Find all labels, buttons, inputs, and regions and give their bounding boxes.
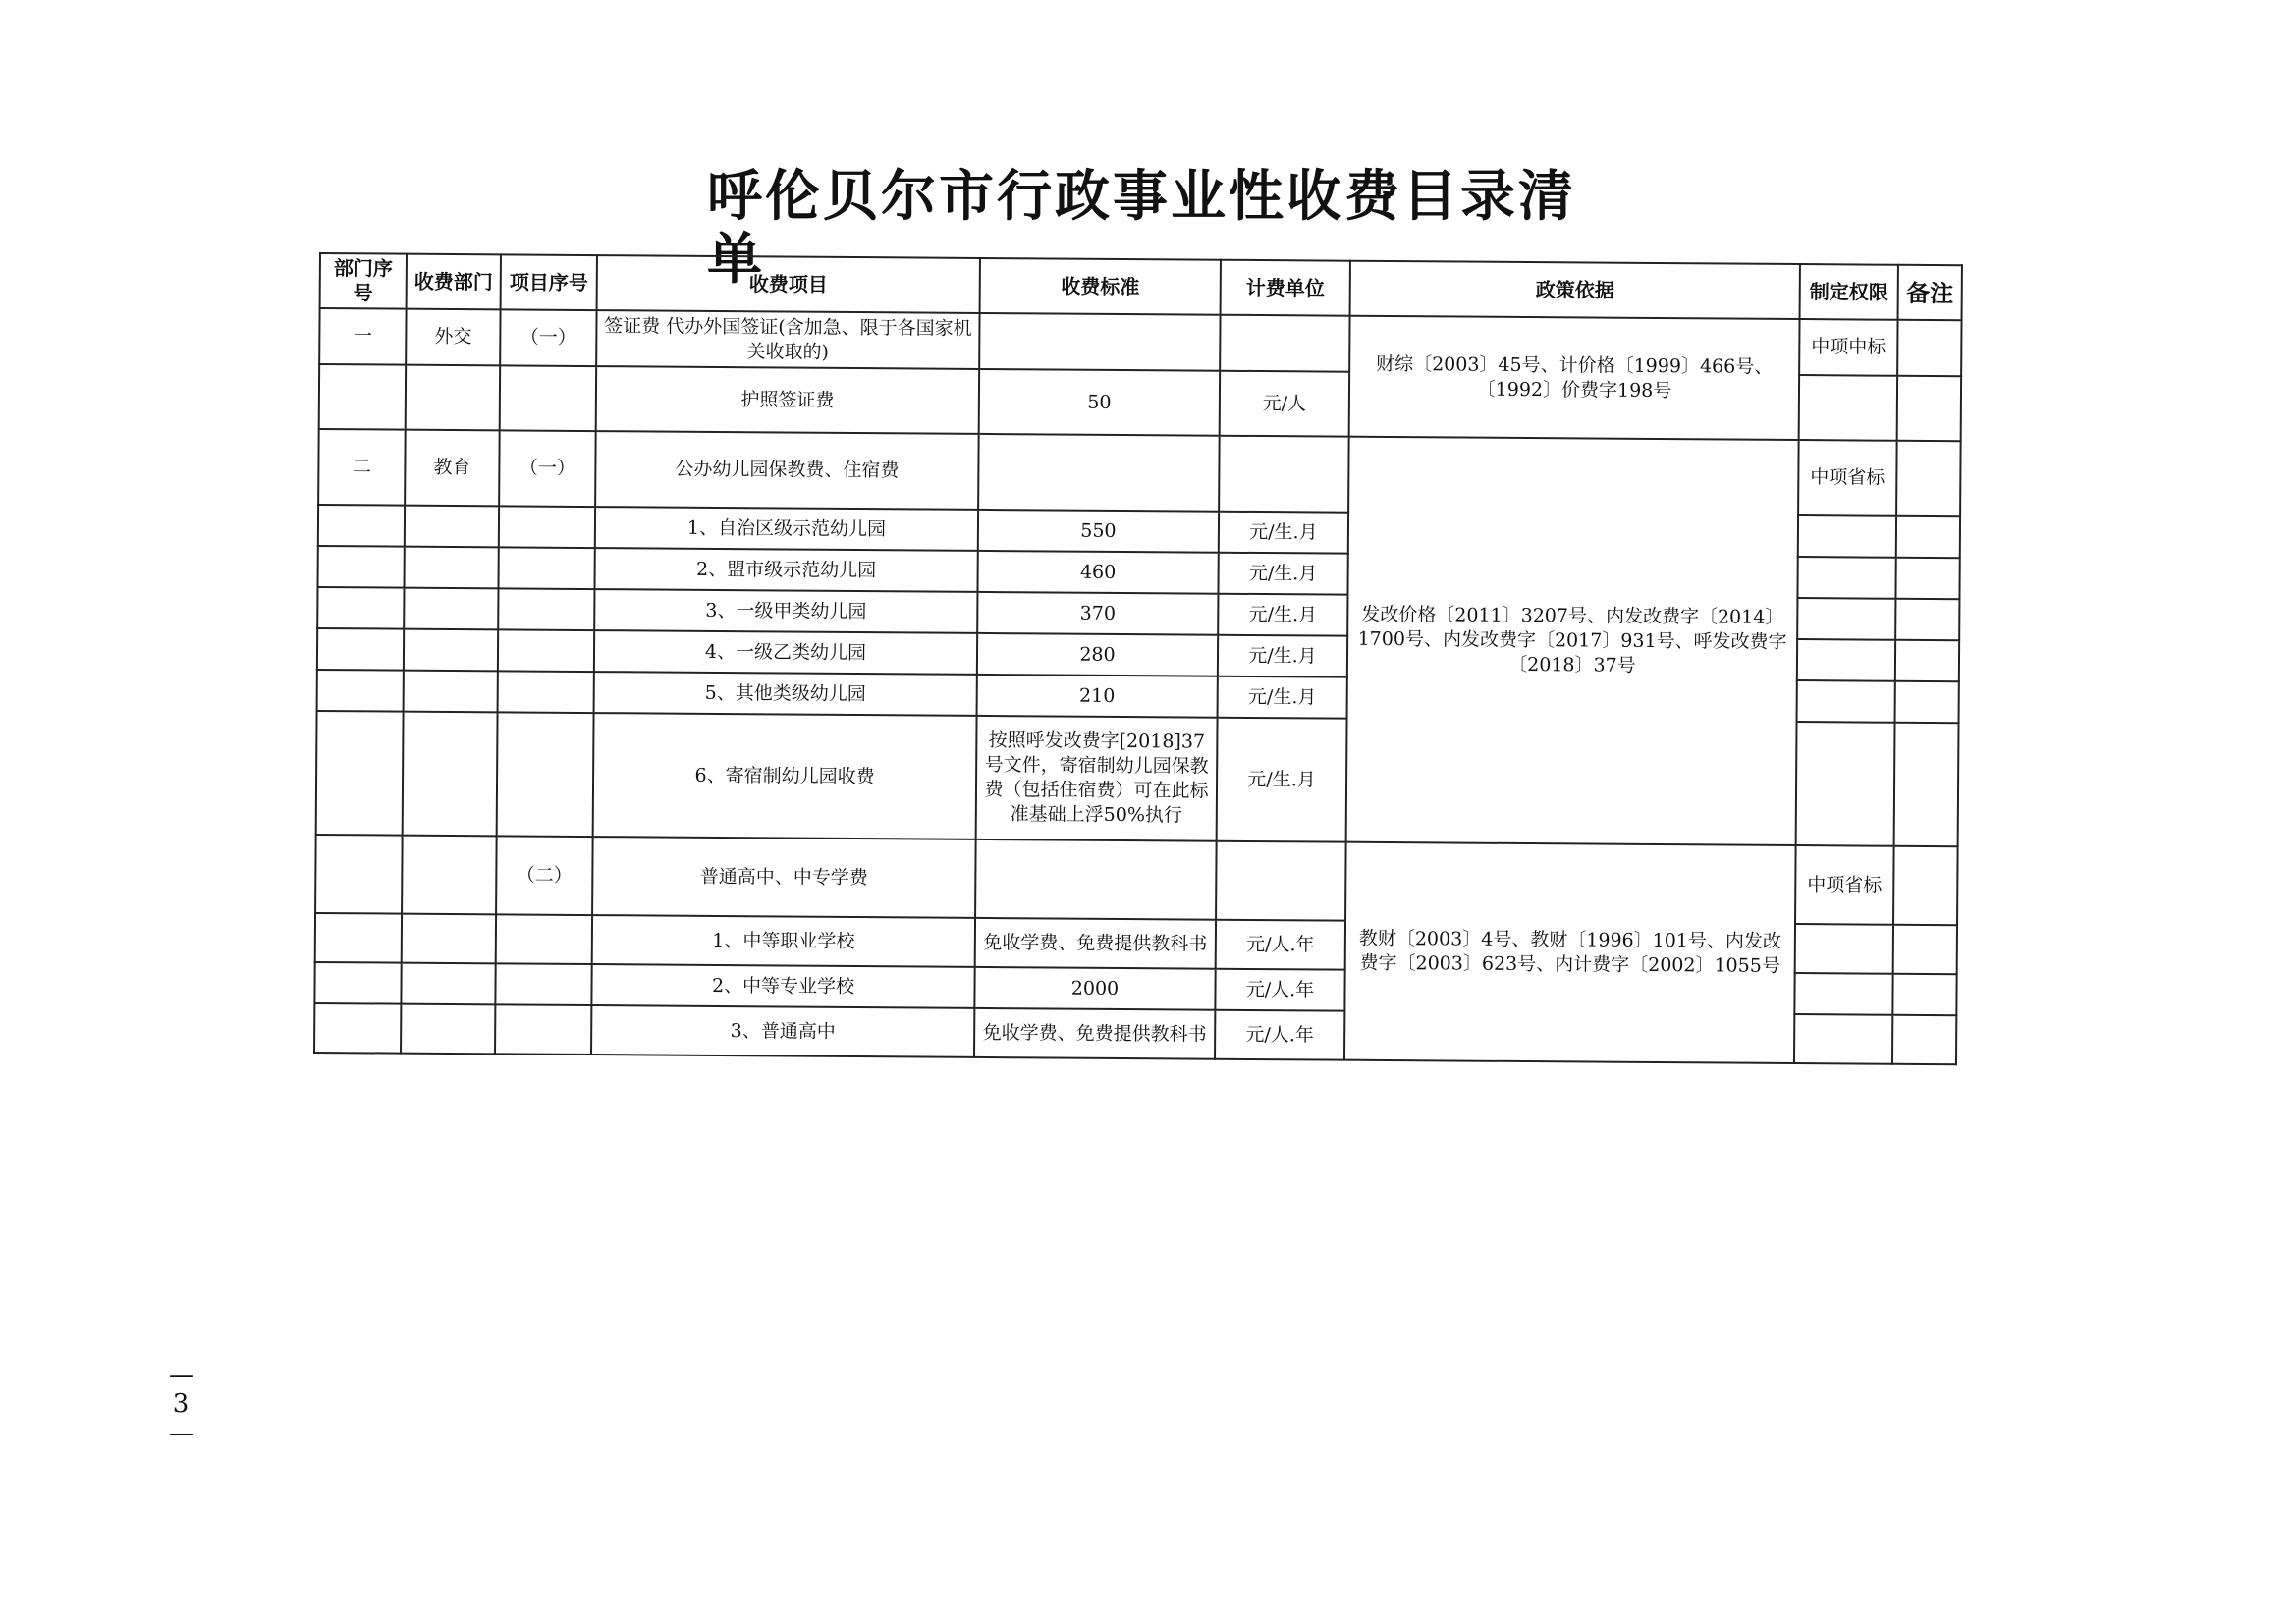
item-no-cell [498,629,594,672]
remark-cell [1897,376,1961,441]
unit-cell: 元/生.月 [1218,594,1347,636]
table-row [315,835,1958,925]
authority-cell [1798,515,1896,558]
unit-cell: 元/生.月 [1218,635,1347,677]
item-cell: 2、盟市级示范幼儿园 [594,548,977,592]
unit-cell: 元/人.年 [1215,1010,1344,1060]
remark-cell [1893,925,1957,974]
standard-cell: 210 [977,675,1218,718]
standard-cell: 280 [977,633,1218,676]
unit-cell: 元/生.月 [1219,512,1348,554]
header-item: 收费项目 [597,255,980,313]
remark-cell [1894,723,1959,846]
dept-no-cell [318,505,405,547]
dept-cell [405,506,499,548]
item-cell: 3、一级甲类幼儿园 [594,589,977,633]
standard-cell: 2000 [974,967,1215,1010]
item-no-cell [498,588,594,630]
remark-cell [1895,599,1959,640]
remark-cell [1897,320,1961,376]
authority-cell: 中项省标 [1795,845,1894,925]
dept-cell [404,547,498,589]
item-no-cell: （一） [500,309,596,366]
item-cell: 5、其他类级幼儿园 [594,672,977,716]
header-remark: 备注 [1898,265,1962,320]
dept-no-cell [317,628,404,671]
standard-cell [975,839,1217,920]
item-no-cell: （一） [499,430,596,507]
remark-cell [1892,1015,1956,1064]
table-row [318,429,1961,516]
remark-cell [1895,681,1959,723]
dept-cell [404,588,498,630]
item-cell: 4、一级乙类幼儿园 [594,630,977,675]
remark-cell [1895,640,1959,681]
remark-cell [1896,516,1960,558]
header-item-no: 项目序号 [501,254,597,310]
dept-no-cell [315,835,403,914]
item-no-cell [498,547,594,589]
authority-cell [1797,557,1895,599]
remark-cell [1892,974,1956,1015]
standard-cell [978,434,1220,512]
authority-cell [1797,639,1895,681]
dept-cell [406,365,500,431]
item-no-cell [495,1004,591,1055]
item-cell: 6、寄宿制幼儿园收费 [593,713,977,839]
dept-no-cell [314,962,401,1004]
dept-cell [401,963,495,1005]
item-cell: 1、自治区级示范幼儿园 [595,507,978,551]
policy-basis-cell: 发改价格〔2011〕3207号、内发改费字〔2014〕1700号、内发改费字〔2017〕931号、呼发改费字〔2018〕37号 [1346,437,1799,845]
item-cell: 1、中等职业学校 [592,915,975,967]
dept-cell [404,671,498,713]
standard-cell: 50 [979,369,1220,436]
item-no-cell [496,914,592,964]
authority-cell [1796,722,1895,846]
dept-no-cell: 一 [319,308,406,365]
header-dept-no: 部门序号 [320,253,407,309]
unit-cell: 元/人 [1220,371,1349,437]
remark-cell [1893,846,1958,925]
dept-cell [402,836,497,915]
remark-cell [1896,441,1961,516]
dept-no-cell [318,546,405,588]
dept-cell: 教育 [405,430,500,507]
authority-cell [1797,680,1895,723]
dept-cell [403,712,498,837]
unit-cell [1219,436,1349,513]
header-dept: 收费部门 [407,254,501,310]
unit-cell [1216,841,1346,921]
unit-cell: 元/人.年 [1216,920,1345,970]
dept-no-cell [317,670,404,712]
unit-cell: 元/生.月 [1218,553,1347,595]
authority-cell [1795,924,1893,974]
standard-cell: 按照呼发改费字[2018]37号文件，寄宿制幼儿园保教费（包括住宿费）可在此标准基础上浮50%执行 [976,716,1218,841]
authority-cell [1797,598,1895,640]
header-basis: 政策依据 [1350,261,1800,319]
dept-no-cell [316,711,404,836]
standard-cell: 免收学费、免费提供教科书 [975,918,1216,969]
item-cell: 普通高中、中专学费 [592,837,976,918]
dept-no-cell: 二 [318,429,406,506]
dept-cell [404,629,498,672]
authority-cell: 中项省标 [1798,440,1897,516]
authority-cell [1794,973,1892,1015]
standard-cell: 460 [977,551,1218,594]
item-cell: 护照签证费 [596,366,979,434]
item-cell: 3、普通高中 [591,1005,974,1057]
standard-cell: 免收学费、免费提供教科书 [974,1008,1215,1059]
page-number: —3— [169,1360,194,1448]
remark-cell [1895,558,1959,599]
dept-cell [402,914,496,964]
standard-cell [979,313,1220,371]
unit-cell [1220,315,1349,372]
dept-no-cell [314,1003,401,1054]
policy-basis-cell: 财综〔2003〕45号、计价格〔1999〕466号、〔1992〕价费字198号 [1349,316,1800,440]
item-no-cell [497,712,594,837]
dept-cell [401,1004,495,1055]
item-no-cell [499,506,595,548]
dept-no-cell [319,364,406,430]
unit-cell: 元/生.月 [1217,718,1347,842]
item-cell: 2、中等专业学校 [591,964,974,1008]
policy-basis-cell: 教财〔2003〕4号、教财〔1996〕101号、内发改费字〔2003〕623号、内计费字〔2002〕1055号 [1344,842,1796,1063]
dept-no-cell [315,913,402,963]
unit-cell: 元/生.月 [1218,676,1347,719]
item-cell: 签证费 代办外国签证(含加急、限于各国家机关收取的) [596,310,979,369]
authority-cell [1794,1014,1892,1064]
dept-no-cell [317,587,404,629]
document-title: 呼伦贝尔市行政事业性收费目录清单 [707,164,1576,292]
fee-catalog-table [313,252,1963,1065]
item-no-cell [498,671,594,713]
authority-cell [1799,375,1897,441]
header-standard: 收费标准 [980,258,1221,315]
standard-cell: 370 [977,592,1218,635]
authority-cell: 中项中标 [1799,319,1897,376]
item-cell: 公办幼儿园保教费、住宿费 [595,431,979,510]
item-no-cell: （二） [496,836,593,915]
standard-cell: 550 [978,510,1219,553]
header-authority: 制定权限 [1800,264,1898,320]
unit-cell: 元/人.年 [1215,969,1344,1011]
header-unit: 计费单位 [1221,260,1350,316]
dept-cell: 外交 [406,309,500,366]
item-no-cell [495,963,591,1005]
item-no-cell [500,365,596,431]
